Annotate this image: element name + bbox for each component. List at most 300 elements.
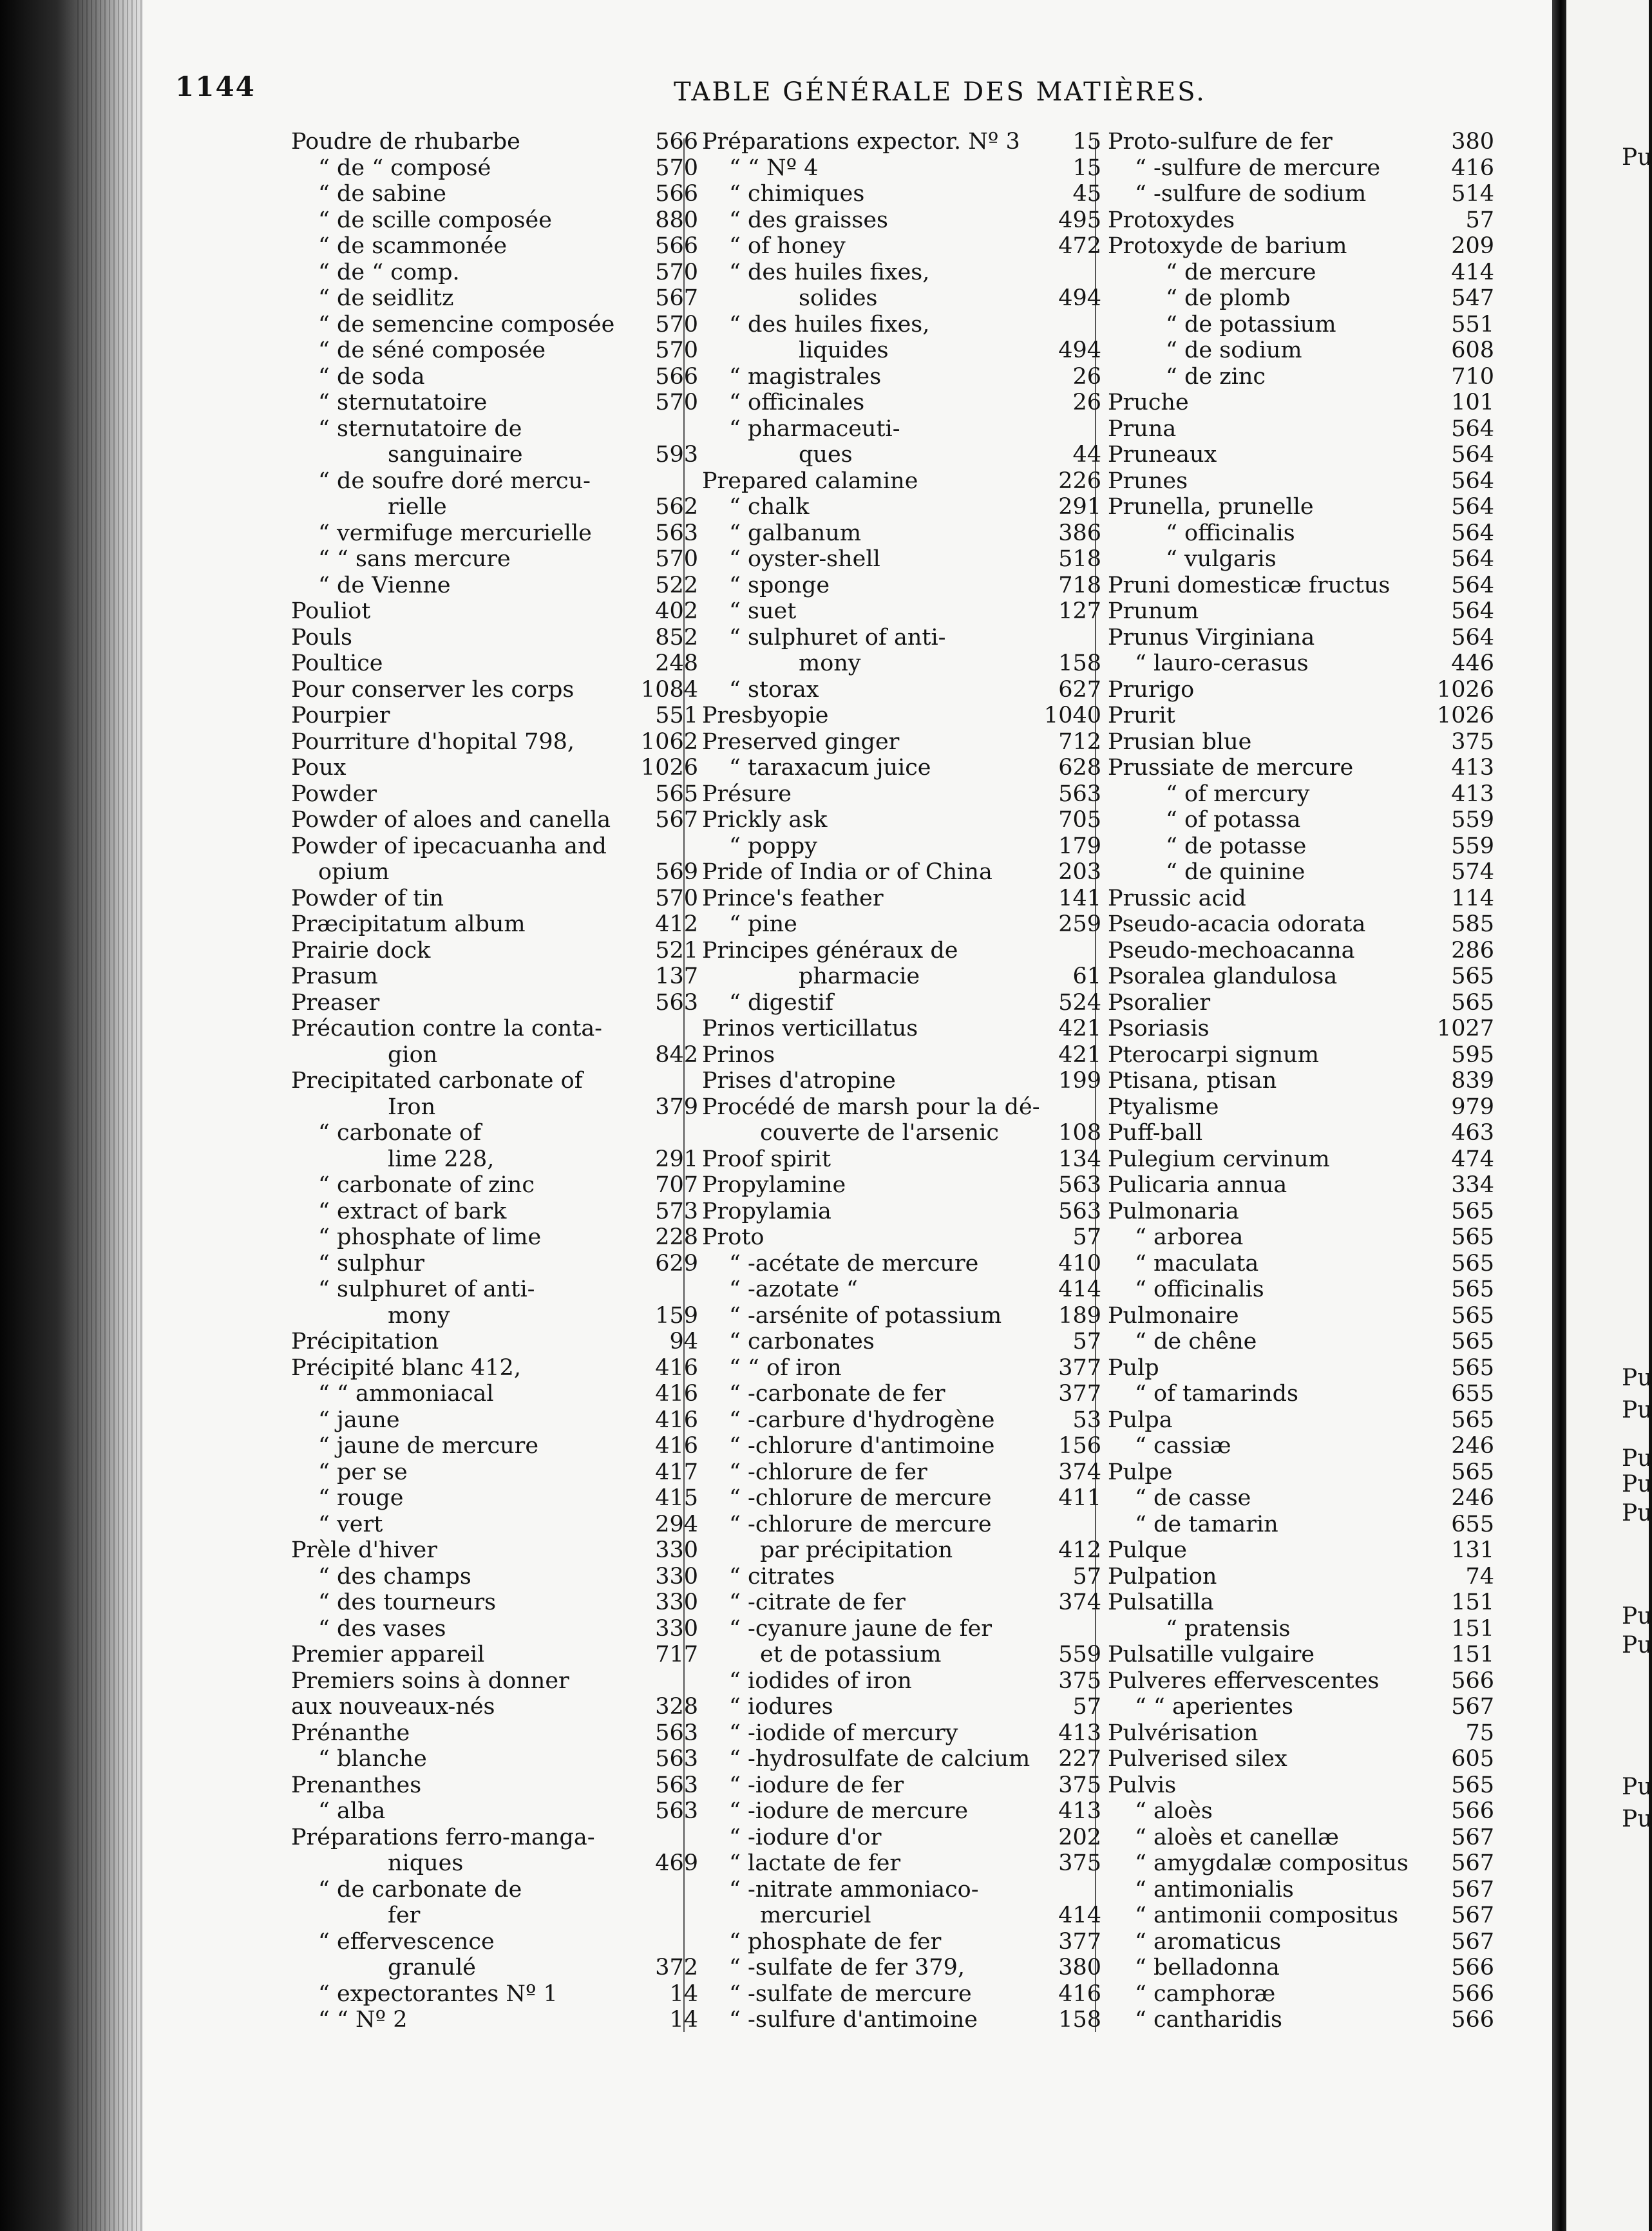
index-entry xyxy=(1108,1772,1494,1799)
index-term: Prurigo xyxy=(1108,676,1195,703)
index-page-ref: 286 xyxy=(1451,937,1494,964)
index-term: “ -arsénite of potassium xyxy=(729,1302,1002,1329)
index-page-ref: 226 xyxy=(1058,468,1101,494)
index-page-ref: 412 xyxy=(655,911,698,937)
index-entry xyxy=(291,1303,698,1329)
index-page-ref: 415 xyxy=(655,1485,698,1511)
index-term: “ -carbure d'hydrogène xyxy=(729,1407,995,1433)
index-entry xyxy=(1108,677,1494,703)
index-entry xyxy=(1108,1929,1494,1955)
index-entry xyxy=(1108,1720,1494,1747)
index-term: “ de sodium xyxy=(1166,337,1302,363)
index-term: Prurit xyxy=(1108,703,1175,728)
index-term: “ “ Nº 2 xyxy=(318,2007,408,2033)
index-page-ref: 45 xyxy=(1072,181,1101,207)
index-term: “ de potasse xyxy=(1166,833,1307,859)
index-page-ref: 563 xyxy=(655,520,698,546)
index-term: Prinos xyxy=(702,1041,775,1068)
index-page-ref: 563 xyxy=(1058,1198,1101,1224)
index-entry xyxy=(291,703,698,729)
index-entry xyxy=(291,1381,698,1407)
index-entry xyxy=(702,285,1101,312)
index-entry xyxy=(1108,781,1494,808)
index-term: “ pine xyxy=(729,911,797,937)
index-entry xyxy=(702,886,1101,912)
index-page-ref: 189 xyxy=(1058,1302,1101,1329)
index-entry xyxy=(1108,1850,1494,1877)
index-term: “ -iodure d'or xyxy=(729,1824,882,1850)
index-page-ref: 246 xyxy=(1451,1485,1494,1511)
index-term: “ digestif xyxy=(729,989,833,1016)
index-entry xyxy=(291,546,698,573)
index-term: “ pratensis xyxy=(1166,1615,1291,1642)
index-entry xyxy=(1108,990,1494,1016)
index-entry xyxy=(291,1433,698,1459)
index-term: “ -acétate de mercure xyxy=(729,1250,979,1277)
index-entry xyxy=(1108,1355,1494,1381)
index-entry xyxy=(702,703,1101,729)
index-page-ref: 655 xyxy=(1451,1511,1494,1537)
index-page-ref: 566 xyxy=(655,181,698,207)
index-page-ref: 202 xyxy=(1058,1824,1101,1850)
index-entry xyxy=(291,1877,698,1903)
index-term: “ -citrate de fer xyxy=(729,1590,906,1615)
next-page-fragment: Pu xyxy=(1622,1365,1652,1391)
index-term: “ des huiles fixes, xyxy=(729,259,930,285)
index-term: “ des vases xyxy=(318,1615,446,1642)
next-page-fragment: Pu xyxy=(1622,1397,1652,1423)
index-page-ref: 514 xyxy=(1451,181,1494,207)
index-page-ref: 842 xyxy=(655,1041,698,1068)
index-term: Préparations expector. Nº 3 xyxy=(702,129,1020,155)
index-entry xyxy=(1108,1798,1494,1825)
index-entry xyxy=(291,337,698,364)
index-term: Preaser xyxy=(291,989,380,1016)
index-term: Prepared calamine xyxy=(702,468,918,494)
index-page-ref: 565 xyxy=(1451,1459,1494,1485)
index-term: “ -sulfate de mercure xyxy=(729,1980,972,2007)
index-term: “ carbonate of zinc xyxy=(318,1172,535,1198)
index-entry xyxy=(1108,1485,1494,1512)
index-term: Pourpier xyxy=(291,703,390,728)
index-term: Pulvis xyxy=(1108,1772,1177,1798)
index-entry xyxy=(291,364,698,390)
index-entry xyxy=(1108,233,1494,260)
index-entry xyxy=(291,1590,698,1616)
index-entry xyxy=(702,1485,1101,1512)
index-entry xyxy=(1108,1642,1494,1668)
index-term: Psoralier xyxy=(1108,989,1211,1016)
index-term: “ sternutatoire de xyxy=(318,415,522,442)
index-entry xyxy=(702,1277,1101,1303)
index-entry xyxy=(291,1772,698,1799)
index-term: Précipitation xyxy=(291,1329,439,1354)
index-term: “ -iodide of mercury xyxy=(729,1720,958,1746)
index-entry xyxy=(702,1512,1101,1538)
index-term: “ -sulfure d'antimoine xyxy=(729,2007,978,2033)
index-page-ref: 374 xyxy=(1058,1590,1101,1615)
index-entry xyxy=(291,2007,698,2033)
index-term: mony xyxy=(388,1302,450,1329)
index-entry xyxy=(1108,155,1494,182)
index-entry xyxy=(291,1199,698,1225)
index-entry xyxy=(291,1537,698,1564)
index-term: “ effervescence xyxy=(318,1928,495,1955)
index-term: Powder of aloes and canella xyxy=(291,807,611,833)
index-page-ref: 585 xyxy=(1451,911,1494,937)
index-term: Prasum xyxy=(291,964,378,989)
index-entry xyxy=(1108,1016,1494,1042)
index-page-ref: 564 xyxy=(1451,442,1494,468)
index-entry xyxy=(1108,364,1494,390)
index-entry xyxy=(702,1146,1101,1173)
index-term: “ “ Nº 4 xyxy=(729,155,819,181)
index-entry xyxy=(1108,442,1494,468)
index-entry xyxy=(702,1694,1101,1720)
index-entry xyxy=(291,573,698,599)
index-page-ref: 291 xyxy=(655,1146,698,1172)
index-term: “ des champs xyxy=(318,1563,471,1590)
index-term: “ carbonates xyxy=(729,1329,875,1354)
index-page-ref: 53 xyxy=(1072,1407,1101,1433)
index-entry xyxy=(702,650,1101,677)
index-page-ref: 565 xyxy=(1451,1302,1494,1329)
index-page-ref: 421 xyxy=(1058,1041,1101,1068)
next-page-fragment: Pu xyxy=(1622,1632,1652,1658)
index-page-ref: 127 xyxy=(1058,598,1101,624)
index-entry xyxy=(702,207,1101,234)
index-term: Pulp xyxy=(1108,1354,1159,1381)
index-term: “ -nitrate ammoniaco- xyxy=(729,1876,979,1903)
index-page-ref: 565 xyxy=(1451,1354,1494,1381)
index-entry xyxy=(702,2007,1101,2033)
index-entry xyxy=(1108,520,1494,547)
index-term: “ “ aperientes xyxy=(1135,1694,1293,1720)
index-page-ref: 564 xyxy=(1451,494,1494,520)
index-entry xyxy=(291,807,698,833)
index-entry xyxy=(291,833,698,860)
index-term: “ citrates xyxy=(729,1563,835,1590)
index-page-ref: 412 xyxy=(1058,1537,1101,1563)
index-term: Pruni domesticæ fructus xyxy=(1108,572,1391,598)
index-entry xyxy=(702,1381,1101,1407)
index-page-ref: 380 xyxy=(1451,129,1494,155)
next-page-fragment: Pu xyxy=(1622,1471,1652,1497)
index-page-ref: 569 xyxy=(655,859,698,885)
index-term: Pouls xyxy=(291,624,352,650)
index-entry xyxy=(1108,703,1494,729)
index-term: “ storax xyxy=(729,676,819,703)
index-page-ref: 414 xyxy=(1058,1277,1101,1302)
index-term: “ de seidlitz xyxy=(318,285,454,311)
index-page-ref: 134 xyxy=(1058,1146,1101,1172)
index-term: “ aloès et canellæ xyxy=(1135,1824,1339,1850)
next-page-fragment: Pu xyxy=(1622,1603,1652,1629)
index-entry xyxy=(702,911,1101,938)
index-entry xyxy=(291,260,698,286)
index-term: Prunum xyxy=(1108,598,1199,624)
index-entry xyxy=(702,233,1101,260)
index-term: “ jaune de mercure xyxy=(318,1433,539,1459)
index-entry xyxy=(702,1746,1101,1772)
index-term: “ de Vienne xyxy=(318,572,451,598)
index-page-ref: 330 xyxy=(655,1563,698,1590)
index-term: liquides xyxy=(799,337,889,363)
index-term: par précipitation xyxy=(760,1537,953,1563)
index-term: “ de carbonate de xyxy=(318,1876,522,1903)
index-term: “ -iodure de fer xyxy=(729,1772,904,1798)
page-number: 1144 xyxy=(175,71,256,102)
index-term: “ -carbonate de fer xyxy=(729,1381,945,1407)
index-entry xyxy=(1108,181,1494,207)
index-term: “ -sulfure de mercure xyxy=(1135,155,1381,181)
index-entry xyxy=(1108,729,1494,755)
index-page-ref: 567 xyxy=(1451,1850,1494,1876)
index-page-ref: 570 xyxy=(655,885,698,911)
index-entry xyxy=(291,1850,698,1877)
index-page-ref: 494 xyxy=(1058,337,1101,363)
index-page-ref: 1026 xyxy=(1436,703,1494,728)
index-term: Précaution contre la conta- xyxy=(291,1016,603,1041)
index-entry xyxy=(291,1668,698,1695)
index-page-ref: 474 xyxy=(1451,1146,1494,1172)
index-page-ref: 705 xyxy=(1058,807,1101,833)
index-page-ref: 710 xyxy=(1451,363,1494,390)
index-page-ref: 570 xyxy=(655,259,698,285)
index-term: “ -chlorure d'antimoine xyxy=(729,1433,995,1459)
index-term: “ de casse xyxy=(1135,1485,1251,1511)
index-page-ref: 629 xyxy=(655,1250,698,1277)
index-term: Powder of tin xyxy=(291,885,444,911)
index-term: “ cassiæ xyxy=(1135,1433,1231,1459)
index-term: mercuriel xyxy=(760,1903,871,1928)
index-entry xyxy=(702,1042,1101,1068)
index-page-ref: 15 xyxy=(1072,155,1101,181)
index-entry xyxy=(702,546,1101,573)
index-page-ref: 1026 xyxy=(640,755,698,781)
index-page-ref: 421 xyxy=(1058,1016,1101,1041)
index-term: Pulpe xyxy=(1108,1459,1173,1485)
index-term: “ de mercure xyxy=(1166,259,1316,285)
index-term: sanguinaire xyxy=(388,442,523,468)
index-term: Preserved ginger xyxy=(702,728,900,755)
index-page-ref: 608 xyxy=(1451,337,1494,363)
index-term: Ptyalisme xyxy=(1108,1094,1219,1120)
index-page-ref: 547 xyxy=(1451,285,1494,311)
index-page-ref: 605 xyxy=(1451,1746,1494,1772)
index-page-ref: 564 xyxy=(1451,598,1494,624)
index-page-ref: 379 xyxy=(655,1094,698,1120)
index-term: “ -hydrosulfate de calcium xyxy=(729,1746,1030,1772)
index-entry xyxy=(1108,1537,1494,1564)
index-page-ref: 839 xyxy=(1451,1068,1494,1094)
index-page-ref: 410 xyxy=(1058,1250,1101,1277)
index-term: Pruneaux xyxy=(1108,442,1217,468)
index-term: Prises d'atropine xyxy=(702,1068,896,1094)
index-entry xyxy=(702,1433,1101,1459)
index-term: “ -chlorure de mercure xyxy=(729,1511,992,1537)
index-entry xyxy=(702,938,1101,964)
index-term: gion xyxy=(388,1041,438,1068)
index-term: “ -sulfure de sodium xyxy=(1135,181,1367,207)
index-entry xyxy=(291,886,698,912)
index-page-ref: 565 xyxy=(1451,1198,1494,1224)
index-entry xyxy=(1108,468,1494,495)
index-page-ref: 567 xyxy=(1451,1824,1494,1850)
index-entry xyxy=(1108,911,1494,938)
index-page-ref: 416 xyxy=(1451,155,1494,181)
index-entry xyxy=(702,990,1101,1016)
index-entry xyxy=(1108,1277,1494,1303)
index-term: “ vermifuge mercurielle xyxy=(318,520,592,546)
index-term: Poux xyxy=(291,755,347,781)
index-entry xyxy=(702,807,1101,833)
index-entry xyxy=(291,1146,698,1173)
index-entry xyxy=(291,1955,698,1981)
index-page-ref: 291 xyxy=(1058,494,1101,520)
index-entry xyxy=(291,859,698,886)
index-term: “ officinales xyxy=(729,390,865,415)
index-page-ref: 413 xyxy=(1058,1798,1101,1824)
index-term: granulé xyxy=(388,1955,476,1980)
index-page-ref: 495 xyxy=(1058,207,1101,233)
index-term: Pulque xyxy=(1108,1537,1187,1563)
index-entry xyxy=(702,1199,1101,1225)
index-entry xyxy=(1108,1381,1494,1407)
index-page-ref: 375 xyxy=(1058,1667,1101,1694)
index-entry xyxy=(291,1746,698,1772)
index-term: “ suet xyxy=(729,598,797,624)
index-entry xyxy=(702,337,1101,364)
index-entry xyxy=(702,1120,1101,1146)
index-entry xyxy=(702,468,1101,495)
index-entry xyxy=(702,729,1101,755)
index-entry xyxy=(702,964,1101,990)
index-term: “ jaune xyxy=(318,1407,400,1433)
index-entry xyxy=(1108,755,1494,781)
index-page-ref: 1027 xyxy=(1436,1016,1494,1041)
index-page-ref: 564 xyxy=(1451,520,1494,546)
index-page-ref: 413 xyxy=(1451,755,1494,781)
index-entry xyxy=(291,1981,698,2008)
index-term: Pulmonaire xyxy=(1108,1302,1239,1329)
index-term: pharmacie xyxy=(799,964,920,989)
index-term: Presbyopie xyxy=(702,703,829,728)
index-term: Propylamia xyxy=(702,1198,831,1224)
index-entry xyxy=(702,416,1101,442)
book-spine xyxy=(0,0,143,2231)
index-entry xyxy=(702,1981,1101,2008)
index-page-ref: 57 xyxy=(1072,1224,1101,1250)
index-page-ref: 57 xyxy=(1072,1329,1101,1354)
index-term: niques xyxy=(388,1850,464,1876)
index-term: “ de semencine composée xyxy=(318,311,615,337)
index-term: “ “ sans mercure xyxy=(318,546,511,572)
index-term: Prickly ask xyxy=(702,807,828,833)
index-page-ref: 565 xyxy=(1451,1772,1494,1798)
index-term: Premier appareil xyxy=(291,1642,485,1667)
index-term: “ blanche xyxy=(318,1746,427,1772)
index-entry xyxy=(1108,207,1494,234)
index-entry xyxy=(1108,1590,1494,1616)
index-term: Psoralea glandulosa xyxy=(1108,964,1338,989)
index-entry xyxy=(702,1094,1101,1121)
page-gutter xyxy=(1552,0,1566,2231)
index-entry xyxy=(1108,1146,1494,1173)
index-page-ref: 414 xyxy=(1451,259,1494,285)
index-page-ref: 414 xyxy=(1058,1903,1101,1928)
index-entry xyxy=(291,1564,698,1590)
index-term: “ de zinc xyxy=(1166,363,1266,390)
index-term: Protoxyde de barium xyxy=(1108,233,1347,259)
index-entry xyxy=(291,1407,698,1434)
index-entry xyxy=(291,181,698,207)
index-term: “ chalk xyxy=(729,494,810,520)
index-term: Poultice xyxy=(291,650,383,676)
index-page-ref: 565 xyxy=(1451,964,1494,989)
index-page-ref: 718 xyxy=(1058,572,1101,598)
index-entry xyxy=(702,1564,1101,1590)
index-term: “ de “ composé xyxy=(318,155,491,181)
index-page-ref: 570 xyxy=(655,390,698,415)
index-term: “ of potassa xyxy=(1166,807,1301,833)
index-entry xyxy=(702,1016,1101,1042)
index-entry xyxy=(702,1459,1101,1486)
index-entry xyxy=(702,1329,1101,1355)
index-page-ref: 566 xyxy=(655,129,698,155)
index-entry xyxy=(1108,573,1494,599)
index-entry xyxy=(702,1251,1101,1277)
index-page-ref: 151 xyxy=(1451,1642,1494,1667)
index-page-ref: 559 xyxy=(1058,1642,1101,1667)
index-page-ref: 655 xyxy=(1451,1381,1494,1407)
index-term: “ officinalis xyxy=(1166,520,1295,546)
index-page-ref: 563 xyxy=(655,1798,698,1824)
index-entry xyxy=(702,260,1101,286)
index-entry xyxy=(702,859,1101,886)
index-term: “ belladonna xyxy=(1135,1955,1280,1980)
index-entry xyxy=(291,1929,698,1955)
index-term: “ antimonii compositus xyxy=(1135,1903,1399,1928)
index-page-ref: 57 xyxy=(1072,1694,1101,1720)
index-entry xyxy=(1108,807,1494,833)
index-page-ref: 574 xyxy=(1451,859,1494,885)
index-entry xyxy=(702,781,1101,808)
index-page-ref: 565 xyxy=(1451,1407,1494,1433)
index-page-ref: 15 xyxy=(1072,129,1101,155)
index-entry xyxy=(702,390,1101,416)
next-page-fragment: Pu xyxy=(1622,1445,1652,1472)
index-term: Proto-sulfure de fer xyxy=(1108,129,1333,155)
index-term: “ of honey xyxy=(729,233,846,259)
index-page-ref: 564 xyxy=(1451,468,1494,494)
index-term: “ de tamarin xyxy=(1135,1511,1278,1537)
next-page-fragment: Pu xyxy=(1622,1774,1652,1800)
index-term: mony xyxy=(799,650,861,676)
index-page-ref: 375 xyxy=(1058,1772,1101,1798)
index-page-ref: 372 xyxy=(655,1955,698,1980)
index-entry xyxy=(1108,1694,1494,1720)
index-term: “ alba xyxy=(318,1798,386,1824)
index-page-ref: 446 xyxy=(1451,650,1494,676)
index-page-ref: 413 xyxy=(1451,781,1494,807)
index-page-ref: 74 xyxy=(1465,1563,1494,1590)
index-term: Premiers soins à donner xyxy=(291,1667,569,1694)
index-term: Prenanthes xyxy=(291,1772,422,1798)
index-entry xyxy=(702,833,1101,860)
index-term: ques xyxy=(799,442,853,468)
index-entry xyxy=(291,1485,698,1512)
